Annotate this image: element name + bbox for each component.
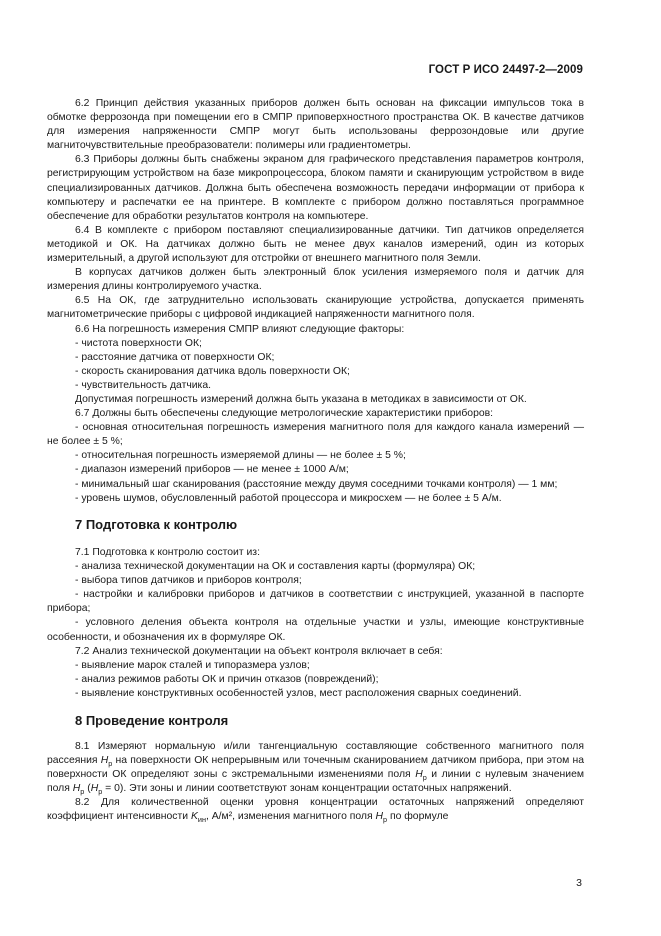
paragraph-7-2: 7.2 Анализ технической документации на объект контроля включает в себя: <box>75 645 443 657</box>
paragraph-6-3: 6.3 Приборы должны быть снабжены экраном для графического представления параметров контроля, регистрирующим устройством на базе микропроцессора, блоком памяти и сканирующим устройством в виде специализированных датчиков. Должна быть обеспечена возможность передачи информации от прибора к компьютеру и распечатки ее на принтере. В комплекте с прибором должно поставляться программное обеспечение для обработки результатов контроля на компьютере. <box>47 154 584 222</box>
paragraph-8-2: 8.2 Для количественной оценки уровня концентрации остаточных напряжений определяют коэффициент интенсивности $K_{ин}$, А/м², изменения магнитного поля $H_p$ по формуле <box>47 797 584 825</box>
list-item: - скорость сканирования датчика вдоль поверхности ОК; <box>75 365 350 377</box>
list-item: - чувствительность датчика. <box>75 379 211 391</box>
list-item: - чистота поверхности ОК; <box>75 337 202 349</box>
paragraph-6-2: 6.2 Принцип действия указанных приборов должен быть основан на фиксации импульсов тока в обмотке феррозонда при помещении его в СМПР приповерхностного пространства ОК. В качестве датчиков для измерения напряженности СМПР могут быть использованы феррозондовые или другие магниточувствительные преобразователи: полимеры или градиентометры. <box>47 98 584 152</box>
list-item: - расстояние датчика от поверхности ОК; <box>75 351 275 363</box>
list-item: - выбора типов датчиков и приборов контроля; <box>75 575 302 587</box>
list-item: - анализ режимов работы ОК и причин отказов (повреждений); <box>75 673 379 685</box>
paragraph-6-5: 6.5 На ОК, где затруднительно использовать сканирующие устройства, допускается применять магнитометрические приборы с цифровой индикацией напряженности магнитного поля. <box>47 295 584 321</box>
paragraph-6-4: 6.4 В комплекте с прибором поставляют специализированные датчики. Тип датчиков определяется методикой и ОК. На датчиках должно быть не менее двух каналов измерений, один из которых измерительный, а другой используют для отстройки от внешнего магнитного поля Земли. <box>47 224 584 265</box>
list-item: - выявление конструктивных особенностей узлов, мест расположения сварных соединений. <box>75 687 522 699</box>
list-item: - относительная погрешность измеряемой длины — не более ± 5 %; <box>75 450 406 462</box>
list-item: - анализа технической документации на ОК и составления карты (формуляра) ОК; <box>75 561 476 573</box>
list-item: - основная относительная погрешность измерения магнитного поля для каждого канала измерений — не более ± 5 %; <box>47 422 584 448</box>
section-8-body <box>47 740 584 825</box>
list-item: - настройки и калибровки приборов и датчиков в соответствии с инструкцией, указанной в паспорте прибора; <box>47 589 584 615</box>
list-item: - диапазон измерений приборов — не менее ± 1000 А/м; <box>75 464 349 476</box>
section-7-title: 7 Подготовка к контролю <box>75 517 238 532</box>
paragraph-7-1: 7.1 Подготовка к контролю состоит из: <box>75 547 260 558</box>
paragraph-6-4-sensors: В корпусах датчиков должен быть электронный блок усиления измеряемого поля и датчик для измерения длины контролируемого участка. <box>47 267 584 293</box>
document-header: ГОСТ Р ИСО 24497-2—2009 <box>428 64 583 76</box>
section-6-continued <box>47 97 584 506</box>
section-7-body <box>47 546 584 701</box>
paragraph-6-7: 6.7 Должны быть обеспечены следующие метрологические характеристики приборов: <box>75 408 494 420</box>
list-item: - условного деления объекта контроля на отдельные участки и узлы, имеющие конструктивные особенности, и обозначения их в формуляре ОК. <box>47 617 584 643</box>
page-number: 3 <box>576 877 582 889</box>
list-item: - выявление марок сталей и типоразмера узлов; <box>75 659 310 671</box>
paragraph-6-6: 6.6 На погрешность измерения СМПР влияют следующие факторы: <box>75 323 405 335</box>
section-8-title: 8 Проведение контроля <box>75 713 229 728</box>
list-item: - минимальный шаг сканирования (расстояние между двумя соседними точками контроля) — 1 мм; <box>75 478 558 490</box>
list-item: - уровень шумов, обусловленный работой процессора и микросхем — не более ± 5 А/м. <box>75 492 502 504</box>
paragraph-8-1: 8.1 Измеряют нормальную и/или тангенциальную составляющие собственного магнитного поля рассеяния $H_p$ на поверхности ОК непрерывным или точечным сканированием датчиком прибора, при этом на поверхности ОК определяют зоны с экстремальными изменениями поля $H_p$ и линии с нулевым значением поля $H_p$ $(H_p = 0)$. Эти зоны и линии соответствуют зонам концентрации остаточных напряжений. <box>47 741 584 797</box>
paragraph-error-note: Допустимая погрешность измерений должна быть указана в методиках в зависимости от ОК. <box>75 393 527 405</box>
